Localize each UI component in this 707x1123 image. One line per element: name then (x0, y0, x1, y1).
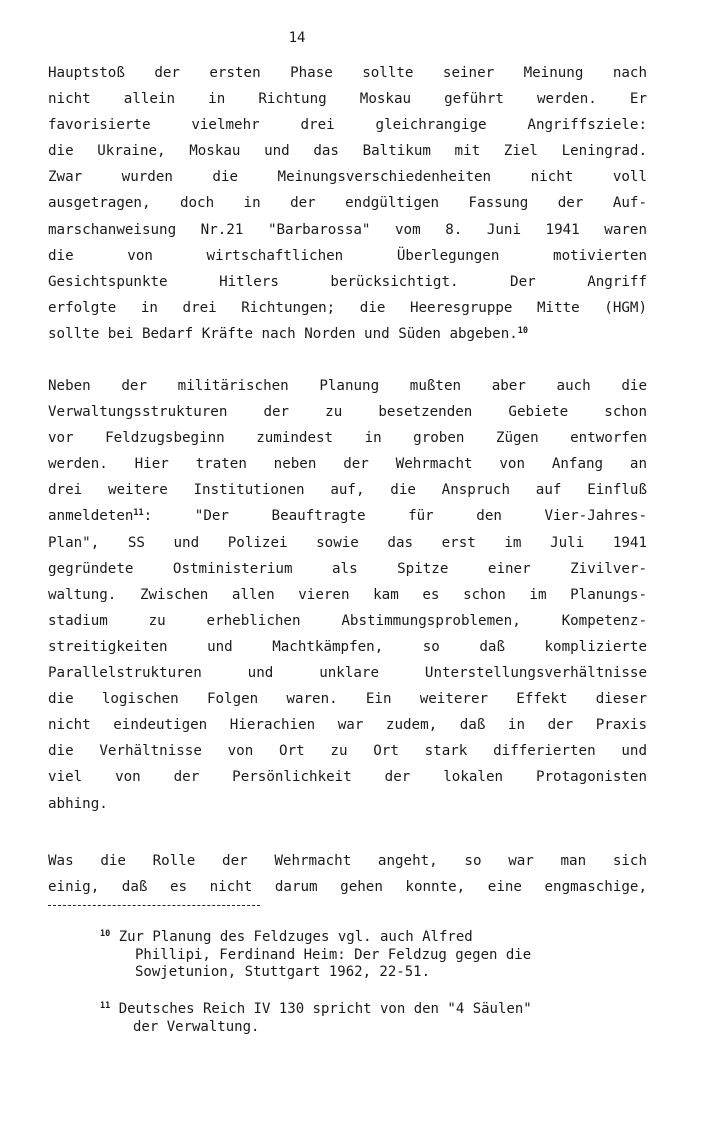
text-line: ausgetragen, doch in der endgültigen Fassung der Auf- (48, 195, 647, 212)
text-line: Verwaltungsstrukturen der zu besetzenden Gebiete schon (48, 404, 647, 421)
footnote-text: Deutsches Reich IV 130 spricht von den "4 Säulen" (118, 1001, 532, 1017)
footnote-separator (48, 905, 260, 906)
text-line: Parallelstrukturen und unklare Unterstellungsverhältnisse (48, 665, 647, 682)
footnote-text: Zur Planung des Feldzuges vgl. auch Alfred (118, 929, 473, 945)
footnote-line (100, 1001, 660, 1019)
text-line: einig, daß es nicht darum gehen konnte, eine engmaschige, (48, 879, 647, 896)
footnote-ref-11[interactable]: 11 (133, 508, 144, 519)
text-line: nicht allein in Richtung Moskau geführt werden. Er (48, 91, 647, 108)
paragraph-1 (48, 60, 647, 347)
text-line: streitigkeiten und Machtkämpfen, so daß komplizierte (48, 638, 647, 655)
text-line: gegründete Ostministerium als Spitze einer Zivilver- (48, 560, 647, 577)
text-line-content: : "Der Beauftragte für den Vier-Jahres- (143, 508, 647, 525)
text-line: Gesichtspunkte Hitlers berücksichtigt. Der Angriff (48, 273, 647, 290)
text-line: werden. Hier traten neben der Wehrmacht von Anfang an (48, 456, 647, 473)
text-line: viel von der Persönlichkeit der lokalen Protagonisten (48, 769, 647, 786)
text-line: drei weitere Institutionen auf, die Anspruch auf Einfluß (48, 482, 647, 499)
footnote-marker: 10 (100, 929, 111, 939)
text-line: die von wirtschaftlichen Überlegungen motivierten (48, 247, 647, 264)
text-line: Hauptstoß der ersten Phase sollte seiner Meinung nach (48, 65, 647, 81)
text-line: stadium zu erheblichen Abstimmungsproblemen, Kompetenz- (48, 612, 647, 629)
footnote-10 (100, 929, 660, 982)
paragraph-2 (48, 373, 647, 817)
text-line: die Verhältnisse von Ort zu Ort stark differierten und (48, 743, 647, 760)
footnote-line: Sowjetunion, Stuttgart 1962, 22-51. (135, 964, 431, 980)
paragraph-3 (48, 848, 647, 900)
text-line: favorisierte vielmehr drei gleichrangige Angriffsziele: (48, 117, 647, 134)
text-line: Zwar wurden die Meinungsverschiedenheiten nicht voll (48, 169, 647, 186)
text-line-content: sollte bei Bedarf Kräfte nach Norden und Süden abgeben. (48, 325, 518, 342)
page-number: 14 (288, 30, 306, 46)
text-line (48, 503, 647, 529)
text-line (48, 321, 647, 347)
footnote-line: der Verwaltung. (133, 1018, 260, 1035)
footnote-11 (100, 1001, 660, 1036)
footnote-line (100, 929, 660, 947)
text-line: Was die Rolle der Wehrmacht angeht, so war man sich (48, 853, 647, 869)
text-line: Plan", SS und Polizei sowie das erst im Juli 1941 (48, 534, 647, 551)
text-line: Neben der militärischen Planung mußten aber auch die (48, 378, 647, 394)
text-line: erfolgte in drei Richtungen; die Heeresgruppe Mitte (HGM) (48, 299, 647, 316)
text-line: marschanweisung Nr.21 "Barbarossa" vom 8. Juni 1941 waren (48, 221, 647, 238)
footnote-marker: 11 (100, 1001, 111, 1011)
text-line: die logischen Folgen waren. Ein weiterer Effekt dieser (48, 691, 647, 708)
text-line: waltung. Zwischen allen vieren kam es schon im Planungs- (48, 586, 647, 603)
text-line-content: anmeldeten (48, 508, 134, 525)
text-line: vor Feldzugsbeginn zumindest in groben Zügen entworfen (48, 430, 647, 447)
footnote-ref-10[interactable]: 10 (517, 325, 529, 336)
text-line: abhing. (48, 795, 108, 812)
text-line: die Ukraine, Moskau und das Baltikum mit Ziel Leningrad. (48, 143, 647, 160)
text-line: nicht eindeutigen Hierachien war zudem, daß in der Praxis (48, 717, 647, 734)
footnote-line: Phillipi, Ferdinand Heim: Der Feldzug gegen die (135, 946, 532, 963)
